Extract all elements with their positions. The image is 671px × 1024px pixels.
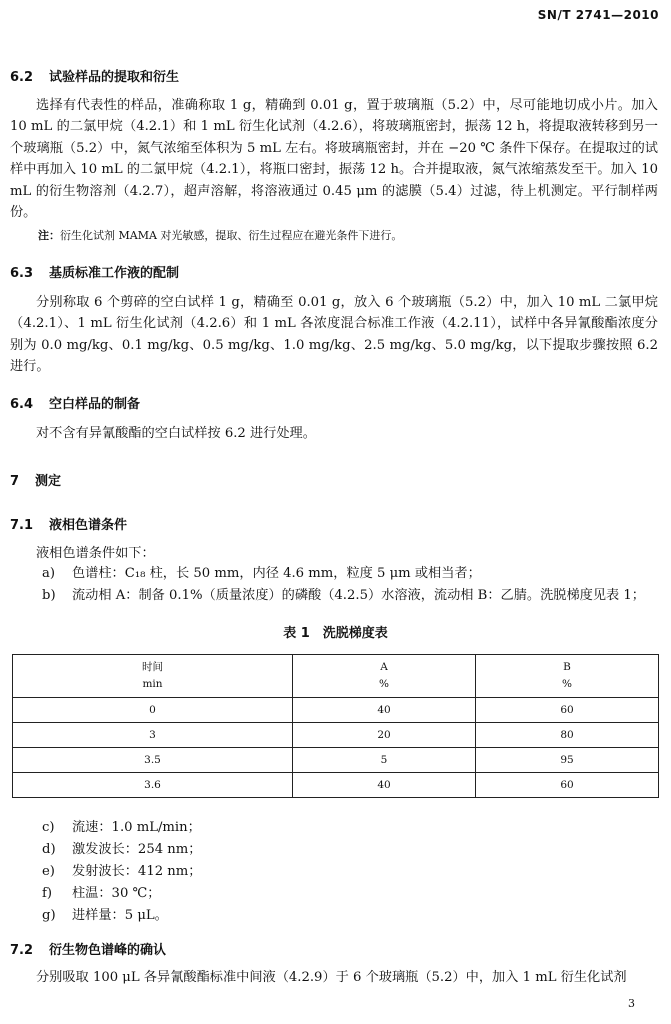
heading-title: 试验样品的提取和衍生	[49, 70, 180, 85]
table-cell: 3.6	[13, 773, 293, 798]
heading-title: 空白样品的制备	[49, 397, 141, 412]
list-item	[42, 586, 662, 606]
table-header-row	[13, 655, 659, 698]
col-name: 时间	[142, 661, 164, 673]
note	[38, 228, 658, 244]
table-cell: 3.5	[13, 748, 293, 773]
table-row	[13, 723, 659, 748]
col-header-time	[13, 655, 293, 698]
paragraph-6-3: 分别称取 6 个剪碎的空白试样 1 g，精确至 0.01 g，放入 6 个玻璃瓶（5.2）中，加入 10 mL 二氯甲烷（4.2.1）、1 mL 衍生化试剂（4.2.6）和 1 mL 各浓度混合标准工作液（4.2.11），试样中各异氰酸酯浓度分别为 0.0 mg/kg、0.1 mg/kg、0.5 mg/kg、1.0 mg/kg、2.5 mg/kg、5.0 mg/kg，以下提取步骤按照 6.2 进行。	[10, 295, 658, 375]
heading-number: 7.1	[10, 518, 34, 533]
list-item-text: 激发波长：254 nm；	[72, 842, 202, 857]
list-item	[42, 862, 662, 882]
list-item-label: a)	[42, 566, 56, 581]
table-row	[13, 698, 659, 723]
table-cell: 60	[476, 698, 659, 723]
lc-conditions-intro: 液相色谱条件如下：	[36, 546, 155, 561]
note-text: 衍生化试剂 MAMA 对光敏感，提取、衍生过程应在避光条件下进行。	[60, 229, 403, 242]
paragraph-6-4: 对不含有异氰酸酯的空白试样按 6.2 进行处理。	[36, 426, 316, 441]
standard-code: SN/T 2741—2010	[537, 8, 659, 22]
heading-number: 6.3	[10, 266, 34, 281]
table-caption: 表 1 洗脱梯度表	[283, 626, 388, 641]
col-name: A	[380, 661, 388, 673]
list-item-text: 柱温：30 ℃；	[72, 886, 161, 901]
list-item-label: d)	[42, 842, 56, 857]
table-cell: 0	[13, 698, 293, 723]
gradient-table	[12, 654, 659, 798]
table-cell: 20	[293, 723, 476, 748]
col-header-b	[476, 655, 659, 698]
col-unit: %	[562, 678, 572, 690]
heading-6-3	[10, 262, 179, 281]
heading-title: 衍生物色谱峰的确认	[49, 943, 167, 958]
list-item-label: b)	[42, 588, 56, 603]
table-cell: 95	[476, 748, 659, 773]
list-item-text: 色谱柱：C₁₈ 柱，长 50 mm，内径 4.6 mm，粒度 5 μm 或相当者；	[72, 566, 481, 581]
table-row	[13, 748, 659, 773]
list-item-text: 发射波长：412 nm；	[72, 864, 202, 879]
heading-title: 测定	[35, 474, 62, 489]
heading-title: 液相色谱条件	[49, 518, 128, 533]
col-unit: %	[379, 678, 389, 690]
heading-number: 7	[10, 474, 20, 489]
table-cell: 40	[293, 773, 476, 798]
table-cell: 60	[476, 773, 659, 798]
col-header-a	[293, 655, 476, 698]
list-item-label: c)	[42, 820, 55, 835]
heading-7-2	[10, 939, 166, 958]
list-item-text: 流动相 A：制备 0.1%（质量浓度）的磷酸（4.2.5）水溶液，流动相 B：乙腈。洗脱梯度见表 1；	[72, 588, 645, 603]
note-label: 注：	[38, 229, 60, 242]
col-name: B	[563, 661, 571, 673]
list-item-text: 流速：1.0 mL/min；	[72, 820, 201, 835]
heading-7-1	[10, 514, 127, 533]
list-item	[42, 564, 662, 584]
list-item-label: g)	[42, 908, 56, 923]
table-row	[13, 773, 659, 798]
heading-title: 基质标准工作液的配制	[49, 266, 180, 281]
heading-number: 7.2	[10, 943, 34, 958]
heading-6-4	[10, 393, 140, 412]
heading-6-2	[10, 66, 179, 85]
page-number: 3	[628, 997, 635, 1010]
list-item	[42, 840, 662, 860]
table-cell: 40	[293, 698, 476, 723]
list-item-text: 进样量：5 μL。	[72, 908, 168, 923]
col-unit: min	[142, 678, 163, 690]
list-item-label: f)	[42, 886, 53, 901]
list-item	[42, 906, 662, 926]
list-item	[42, 818, 662, 838]
heading-number: 6.2	[10, 70, 34, 85]
table-cell: 3	[13, 723, 293, 748]
heading-number: 6.4	[10, 397, 34, 412]
list-item-label: e)	[42, 864, 55, 879]
paragraph-6-2: 选择有代表性的样品，准确称取 1 g，精确到 0.01 g，置于玻璃瓶（5.2）中，尽可能地切成小片。加入 10 mL 的二氯甲烷（4.2.1）和 1 mL 衍生化试剂（4.2.6），将玻璃瓶密封，振荡 12 h，将提取液转移到另一个玻璃瓶（5.2）中，氮气浓缩至体积为 5 mL 左右。将玻璃瓶密封，并在 −20 ℃ 条件下保存。在提取过的试样中再加入 10 mL 的二氯甲烷（4.2.1），将瓶口密封，振荡 12 h。合并提取液，氮气浓缩蒸发至干。加入 10 mL 的衍生物溶剂（4.2.7），超声溶解，将溶液通过 0.45 μm 的滤膜（5.4）过滤，待上机测定。平行制样两份。	[10, 98, 658, 221]
table-cell: 80	[476, 723, 659, 748]
list-item	[42, 884, 662, 904]
heading-7	[10, 470, 61, 489]
table-cell: 5	[293, 748, 476, 773]
paragraph-7-2: 分别吸取 100 μL 各异氰酸酯标准中间液（4.2.9）于 6 个玻璃瓶（5.2）中，加入 1 mL 衍生化试剂	[36, 970, 627, 985]
